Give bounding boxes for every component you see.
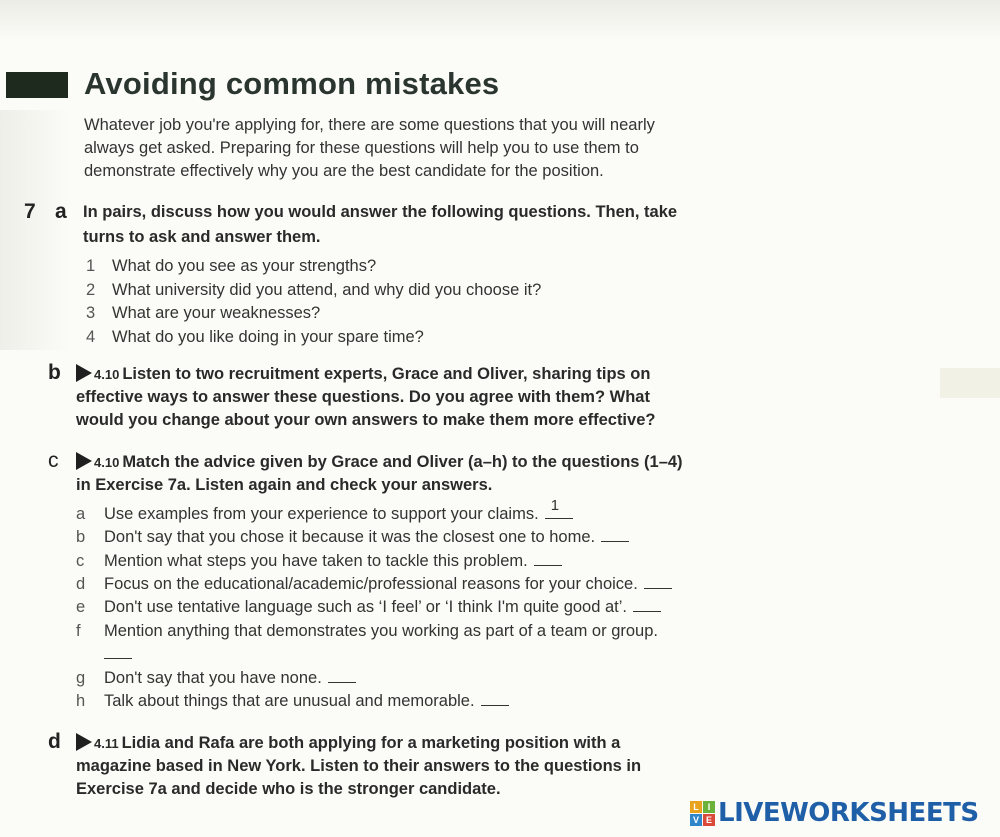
track-number: 4.10 <box>94 455 120 470</box>
advice-item <box>76 598 661 617</box>
advice-item <box>76 692 509 711</box>
instruction-7a-line: In pairs, discuss how you would answer the following questions. Then, take <box>83 203 678 221</box>
logo-mark-cell: V <box>690 814 702 826</box>
logo-mark-cell: L <box>690 801 702 813</box>
advice-letter: b <box>76 528 86 546</box>
advice-letter: a <box>76 505 86 523</box>
subexercise-letter-d: d <box>48 730 61 753</box>
audio-play-icon[interactable] <box>76 733 92 751</box>
exercise-number: 7 <box>24 200 36 223</box>
advice-item-f-continuation <box>104 645 132 664</box>
instruction-7b-line <box>76 364 650 384</box>
answer-blank[interactable] <box>481 693 509 706</box>
track-number: 4.11 <box>94 736 119 751</box>
advice-letter: g <box>76 669 86 687</box>
scan-smudge <box>940 368 1000 398</box>
instruction-7c-line: in Exercise 7a. Listen again and check your answers. <box>76 476 493 494</box>
advice-text: Mention anything that demonstrates you working as part of a team or group. <box>104 622 658 640</box>
logo-mark-icon <box>690 801 715 826</box>
advice-text: Mention what steps you have taken to tackle this problem. <box>104 552 528 570</box>
answer-blank[interactable] <box>633 599 661 612</box>
intro-line: demonstrate effectively why you are the best candidate for the position. <box>84 162 604 180</box>
scan-shadow-left <box>0 110 70 350</box>
question-number: 1 <box>86 257 96 275</box>
answer-blank[interactable] <box>644 576 672 589</box>
answer-blank[interactable] <box>545 497 573 519</box>
scan-shadow <box>0 0 1000 40</box>
question-number: 4 <box>86 328 96 346</box>
instruction-7b-line: effective ways to answer these questions. Do you agree with them? What <box>76 388 650 406</box>
answer-blank[interactable] <box>328 670 356 683</box>
page-title: Avoiding common mistakes <box>84 66 500 101</box>
advice-item <box>76 528 629 547</box>
advice-item <box>76 575 672 594</box>
question-item <box>86 328 424 347</box>
question-text: What do you see as your strengths? <box>112 257 377 275</box>
advice-letter: h <box>76 692 86 710</box>
subexercise-letter-c: c <box>48 449 59 472</box>
question-number: 3 <box>86 304 96 322</box>
question-item <box>86 304 320 323</box>
advice-text: Focus on the educational/academic/professional reasons for your choice. <box>104 575 638 593</box>
instruction-7d-line: magazine based in New York. Listen to their answers to the questions in <box>76 757 642 775</box>
instruction-text: Match the advice given by Grace and Oliver (a–h) to the questions (1–4) <box>122 453 683 471</box>
intro-line: always get asked. Preparing for these questions will help you to use them to <box>84 139 639 157</box>
advice-letter: c <box>76 552 85 570</box>
question-item <box>86 281 541 300</box>
instruction-text: Lidia and Rafa are both applying for a marketing position with a <box>121 734 621 752</box>
audio-play-icon[interactable] <box>76 364 92 382</box>
advice-item <box>76 622 658 641</box>
intro-line: Whatever job you're applying for, there are some questions that you will nearly <box>84 116 655 134</box>
audio-play-icon[interactable] <box>76 452 92 470</box>
advice-letter: d <box>76 575 86 593</box>
advice-text: Talk about things that are unusual and memorable. <box>104 692 475 710</box>
liveworksheets-logo[interactable] <box>690 798 979 828</box>
logo-mark-cell: E <box>703 814 715 826</box>
answer-blank[interactable] <box>104 646 132 659</box>
answer-value: 1 <box>550 497 560 514</box>
track-number: 4.10 <box>94 367 120 382</box>
instruction-7a-line: turns to ask and answer them. <box>83 228 321 246</box>
subexercise-letter-a: a <box>55 200 67 223</box>
advice-letter: e <box>76 598 86 616</box>
instruction-7b-line: would you change about your own answers to make them more effective? <box>76 411 656 429</box>
logo-mark-cell: I <box>703 801 715 813</box>
question-text: What university did you attend, and why did you choose it? <box>112 281 542 299</box>
instruction-text: Listen to two recruitment experts, Grace and Oliver, sharing tips on <box>122 365 651 383</box>
advice-text: Don't say that you chose it because it was the closest one to home. <box>104 528 596 546</box>
advice-item <box>76 552 562 571</box>
question-text: What are your weaknesses? <box>112 304 321 322</box>
advice-item <box>76 669 356 688</box>
advice-text: Don't say that you have none. <box>104 669 322 687</box>
section-header-bar <box>6 72 68 98</box>
instruction-7d-line <box>76 733 620 753</box>
logo-text: LIVEWORKSHEETS <box>718 798 979 828</box>
subexercise-letter-b: b <box>48 361 61 384</box>
answer-blank[interactable] <box>534 553 562 566</box>
question-text: What do you like doing in your spare time? <box>112 328 424 346</box>
advice-text: Don't use tentative language such as ‘I feel’ or ‘I think I'm quite good at’. <box>104 598 627 616</box>
advice-item <box>76 497 573 524</box>
instruction-7c-line <box>76 452 683 472</box>
question-number: 2 <box>86 281 96 299</box>
answer-blank[interactable] <box>601 529 629 542</box>
instruction-7d-line: Exercise 7a and decide who is the stronger candidate. <box>76 780 501 798</box>
question-item <box>86 257 376 276</box>
advice-letter: f <box>76 622 81 640</box>
advice-text: Use examples from your experience to support your claims. <box>104 505 539 523</box>
